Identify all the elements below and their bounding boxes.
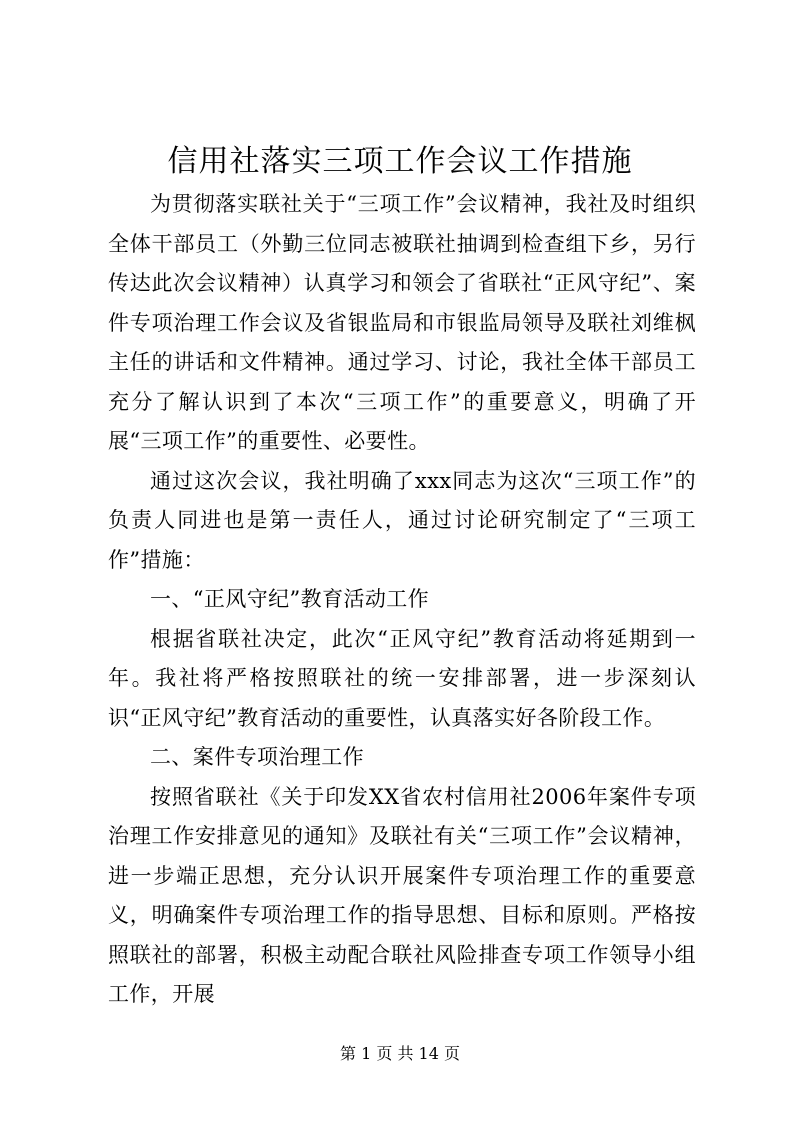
paragraph-section-1: 根据省联社决定，此次“正风守纪”教育活动将延期到一年。我社将严格按照联社的统一安排部署，进一步深刻认识“正风守纪”教育活动的重要性，认真落实好各阶段工作。 (108, 626, 696, 730)
page-footer: 第 1 页 共 14 页 (340, 1044, 460, 1063)
document-body (108, 185, 696, 1015)
section-heading-1: 一、“正风守纪”教育活动工作 (150, 587, 430, 611)
section-heading-2: 二、案件专项治理工作 (150, 745, 364, 769)
paragraph-measures: 通过这次会议，我社明确了xxx同志为这次“三项工作”的负责人同进也是第一责任人，通过讨论研究制定了“三项工作”措施： (108, 468, 696, 572)
paragraph-intro: 为贯彻落实联社关于“三项工作”会议精神，我社及时组织全体干部员工（外勤三位同志被联社抽调到检查组下乡，另行传达此次会议精神）认真学习和领会了省联社“正风守纪”、案件专项治理工作会议及省银监局和市银监局领导及联社刘维枫主任的讲话和文件精神。通过学习、讨论，我社全体干部员工充分了解认识到了本次“三项工作”的重要意义，明确了开展“三项工作”的重要性、必要性。 (108, 192, 696, 453)
paragraph-section-2: 按照省联社《关于印发XX省农村信用社2006年案件专项治理工作安排意见的通知》及联社有关“三项工作”会议精神，进一步端正思想，充分认识开展案件专项治理工作的重要意义，明确案件专项治理工作的指导思想、目标和原则。严格按照联社的部署，积极主动配合联社风险排查专项工作领导小组工作，开展 (108, 784, 696, 1006)
document-title: 信用社落实三项工作会议工作措施 (167, 144, 633, 179)
